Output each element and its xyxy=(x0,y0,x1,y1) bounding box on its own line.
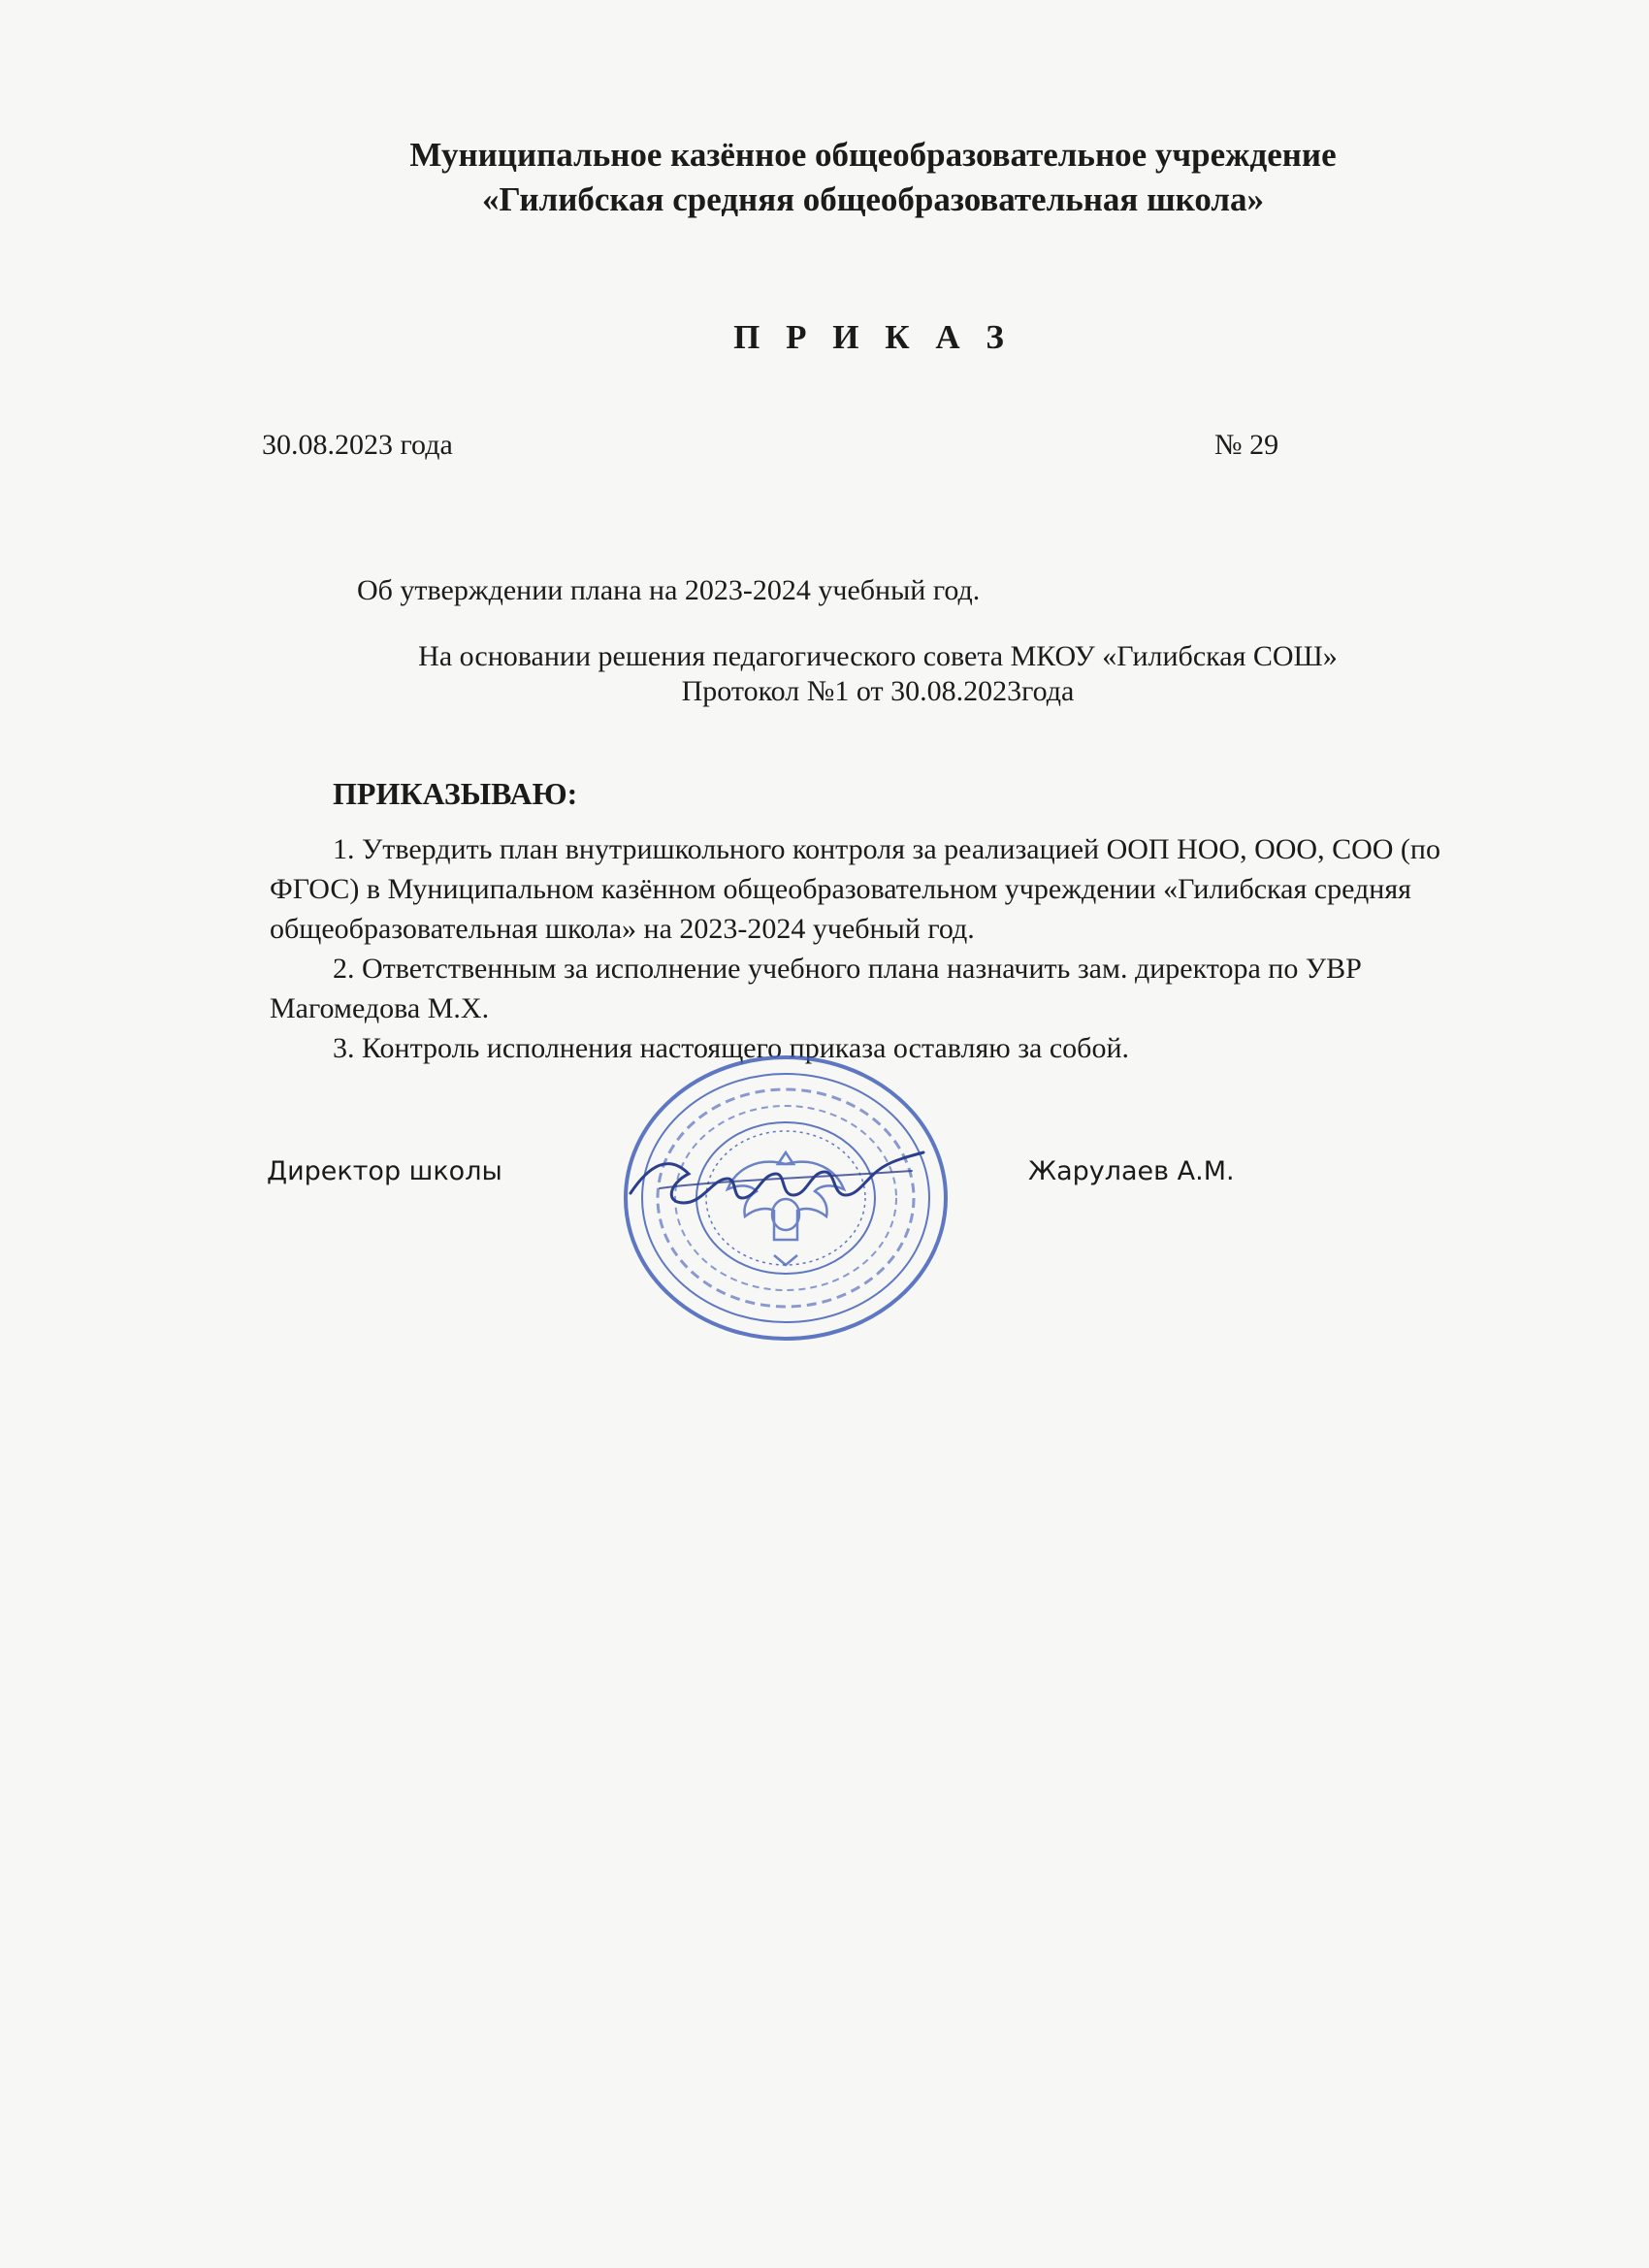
order-item-3: 3. Контроль исполнения настоящего приказа оставляю за собой. xyxy=(333,1032,1130,1064)
basis-line1: На основании решения педагогического совета МКОУ «Гилибская СОШ» xyxy=(418,640,1338,672)
orders-heading: ПРИКАЗЫВАЮ: xyxy=(333,776,578,811)
document-date: 30.08.2023 года xyxy=(262,429,453,461)
document-subject: Об утверждении плана на 2023-2024 учебный год. xyxy=(357,574,981,606)
organization-name-line1: Муниципальное казённое общеобразовательное учреждение xyxy=(409,136,1337,174)
signer-name: Жарулаев А.М. xyxy=(1028,1156,1235,1186)
organization-name-line2: «Гилибская средняя общеобразовательная школа» xyxy=(481,180,1264,218)
document-title: П Р И К А З xyxy=(733,318,1013,356)
order-items xyxy=(270,829,1492,1068)
handwritten-signature-icon xyxy=(621,1135,941,1222)
order-item-2: 2. Ответственным за исполнение учебного плана назначить зам. директора по УВР Магомедова М.Х. xyxy=(270,953,1362,1024)
signer-role: Директор школы xyxy=(267,1156,502,1186)
document-number: № 29 xyxy=(1214,429,1279,461)
order-item-1: 1. Утвердить план внутришкольного контроля за реализацией ООП НОО, ООО, СОО (по ФГОС) в Муниципальном казённом общеобразовательном учреждении «Гилибская средняя общеобразовательная школа» на 2023-2024 учебный год. xyxy=(270,833,1440,945)
basis-line2: Протокол №1 от 30.08.2023года xyxy=(681,675,1075,707)
